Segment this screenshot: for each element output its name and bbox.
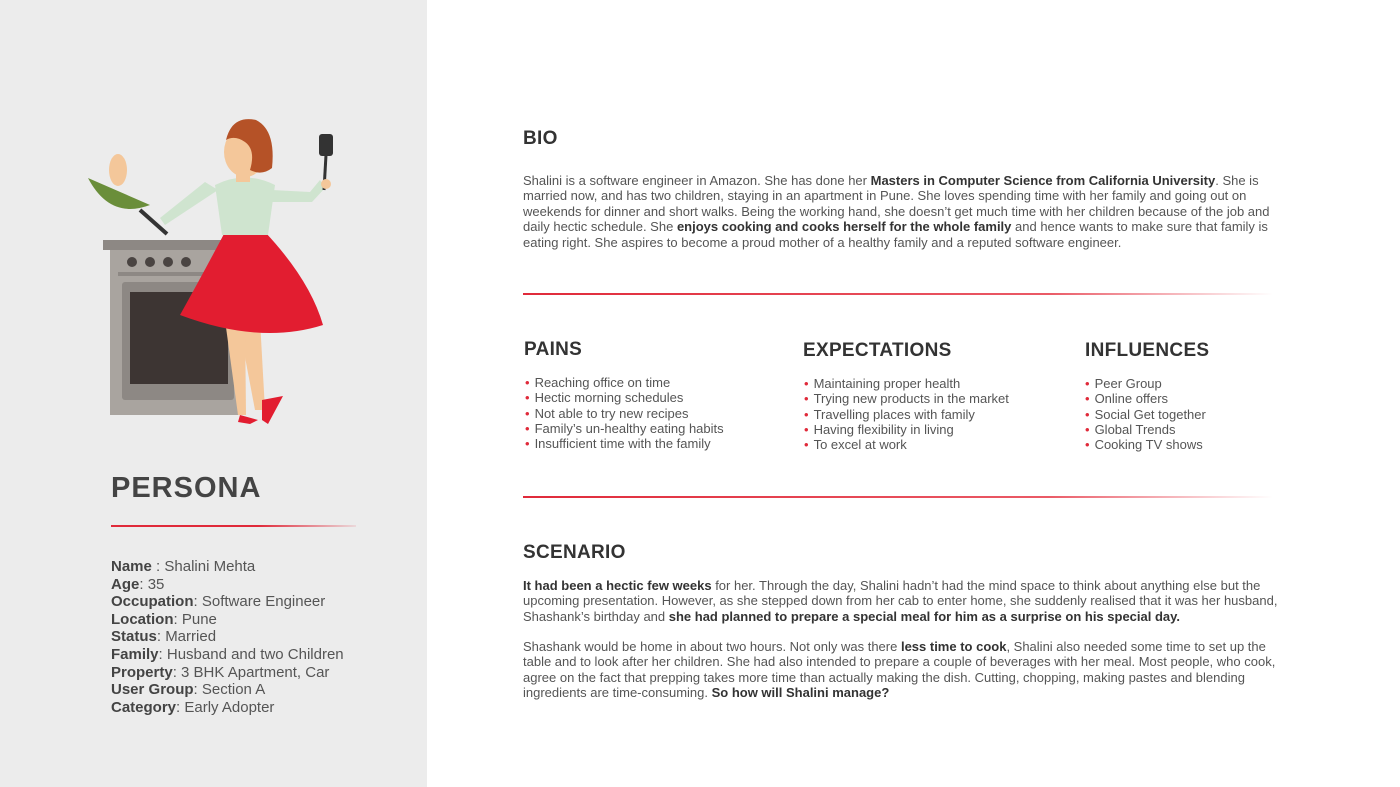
detail-sep: : bbox=[156, 628, 166, 646]
detail-row bbox=[111, 558, 344, 576]
list-item: • Global Trends bbox=[1085, 422, 1206, 437]
detail-row bbox=[111, 593, 344, 611]
list-item: • Reaching office on time bbox=[525, 375, 724, 390]
detail-sep: : bbox=[139, 575, 148, 593]
list-item: • Hectic morning schedules bbox=[525, 390, 724, 405]
detail-label: Category bbox=[111, 698, 177, 716]
persona-title: PERSONA bbox=[111, 472, 262, 504]
list-item: • Peer Group bbox=[1085, 376, 1206, 391]
detail-value: Section A bbox=[201, 681, 266, 699]
list-item: • Online offers bbox=[1085, 391, 1206, 406]
divider bbox=[111, 525, 356, 527]
detail-value: Software Engineer bbox=[201, 593, 326, 611]
text: and hence wants to make sure that family is eating right. She aspires to become a proud mother of a healthy family and a reputed software engineer. bbox=[523, 219, 1268, 250]
list-item: • Maintaining proper health bbox=[804, 376, 1009, 391]
scenario-paragraph-1 bbox=[523, 578, 1293, 624]
text: Shalini is a software engineer in Amazon. She has done her bbox=[523, 173, 871, 188]
persona-panel bbox=[0, 0, 427, 787]
bold-text: enjoys cooking and cooks herself for the whole family bbox=[676, 219, 1012, 235]
expectations-heading: EXPECTATIONS bbox=[803, 340, 952, 361]
list-item: • Not able to try new recipes bbox=[525, 406, 724, 421]
bio-heading: BIO bbox=[523, 128, 558, 149]
detail-sep: : bbox=[173, 610, 182, 628]
detail-value: Married bbox=[165, 628, 217, 646]
scenario-heading: SCENARIO bbox=[523, 542, 626, 563]
detail-row bbox=[111, 611, 344, 629]
woman-cooking-illustration bbox=[80, 110, 340, 430]
detail-row bbox=[111, 628, 344, 646]
list-item: • Family’s un-healthy eating habits bbox=[525, 421, 724, 436]
bold-text: she had planned to prepare a special meal for him as a surprise on his special day. bbox=[668, 608, 1181, 624]
detail-value: 35 bbox=[147, 575, 165, 593]
detail-row bbox=[111, 646, 344, 664]
bold-text: It had been a hectic few weeks bbox=[523, 578, 712, 593]
detail-value: 3 BHK Apartment, Car bbox=[181, 663, 330, 681]
detail-label: Name bbox=[111, 558, 152, 575]
persona-details bbox=[111, 558, 344, 716]
detail-sep: : bbox=[158, 645, 167, 663]
list-item: • Social Get together bbox=[1085, 407, 1206, 422]
detail-label: Age bbox=[111, 575, 140, 593]
pains-list bbox=[525, 375, 724, 451]
detail-row bbox=[111, 699, 344, 717]
influences-heading: INFLUENCES bbox=[1085, 340, 1210, 361]
detail-row bbox=[111, 576, 344, 594]
list-item: • Insufficient time with the family bbox=[525, 436, 724, 451]
detail-value: Early Adopter bbox=[184, 698, 275, 716]
expectations-list bbox=[804, 376, 1009, 452]
detail-label: Occupation bbox=[111, 593, 194, 611]
detail-row bbox=[111, 681, 344, 699]
scenario-paragraph-2 bbox=[523, 639, 1293, 701]
detail-sep: : bbox=[193, 681, 202, 699]
detail-sep: : bbox=[176, 698, 185, 716]
detail-value: Pune bbox=[181, 610, 217, 628]
list-item: • Trying new products in the market bbox=[804, 391, 1009, 406]
detail-sep: : bbox=[172, 663, 182, 681]
text: for her. Through the day, Shalini hadn’t had the mind space to think about anything else but the upcoming presentation. However, as she stepped down from her cab to enter home, she suddenly realised that it was her husband, Shashank’s birthday and bbox=[523, 578, 1278, 624]
list-item: • To excel at work bbox=[804, 437, 1009, 452]
list-item: • Travelling places with family bbox=[804, 407, 1009, 422]
detail-label: Location bbox=[111, 610, 174, 628]
detail-label: User Group bbox=[111, 681, 194, 699]
detail-value: Husband and two Children bbox=[166, 645, 344, 663]
divider bbox=[523, 496, 1273, 498]
text: , Shalini also needed some time to set up the table and to look after her children. She had also intended to prepare a couple of beverages with her meal. Most people, who cook, agree on the fact that prepping takes more time than actually making the dish. Cutting, chopping, making pastes and blending ingredients are time-consuming. bbox=[523, 639, 1276, 701]
bold-text: So how will Shalini manage? bbox=[711, 685, 890, 701]
detail-sep: : bbox=[151, 558, 165, 575]
bold-text: less time to cook bbox=[900, 639, 1007, 654]
list-item: • Cooking TV shows bbox=[1085, 437, 1206, 452]
list-item: • Having flexibility in living bbox=[804, 422, 1009, 437]
detail-label: Property bbox=[111, 663, 173, 681]
influences-list bbox=[1085, 376, 1206, 452]
detail-row bbox=[111, 664, 344, 682]
bio-text bbox=[523, 173, 1293, 250]
detail-sep: : bbox=[193, 593, 202, 611]
detail-label: Status bbox=[111, 628, 157, 646]
detail-value: Shalini Mehta bbox=[164, 558, 256, 575]
text: Shashank would be home in about two hours. Not only was there bbox=[523, 639, 901, 654]
divider bbox=[523, 293, 1273, 295]
text: . She is married now, and has two children, staying in an apartment in Pune. She loves spending time with her family and going out on weekends for dinner and short walks. Being the working hand, she doesn’t get much time with her children because of the job and daily hectic schedule. She bbox=[523, 173, 1270, 235]
bold-text: Masters in Computer Science from California University bbox=[870, 173, 1216, 188]
detail-label: Family bbox=[111, 645, 159, 663]
pains-heading: PAINS bbox=[524, 339, 583, 360]
